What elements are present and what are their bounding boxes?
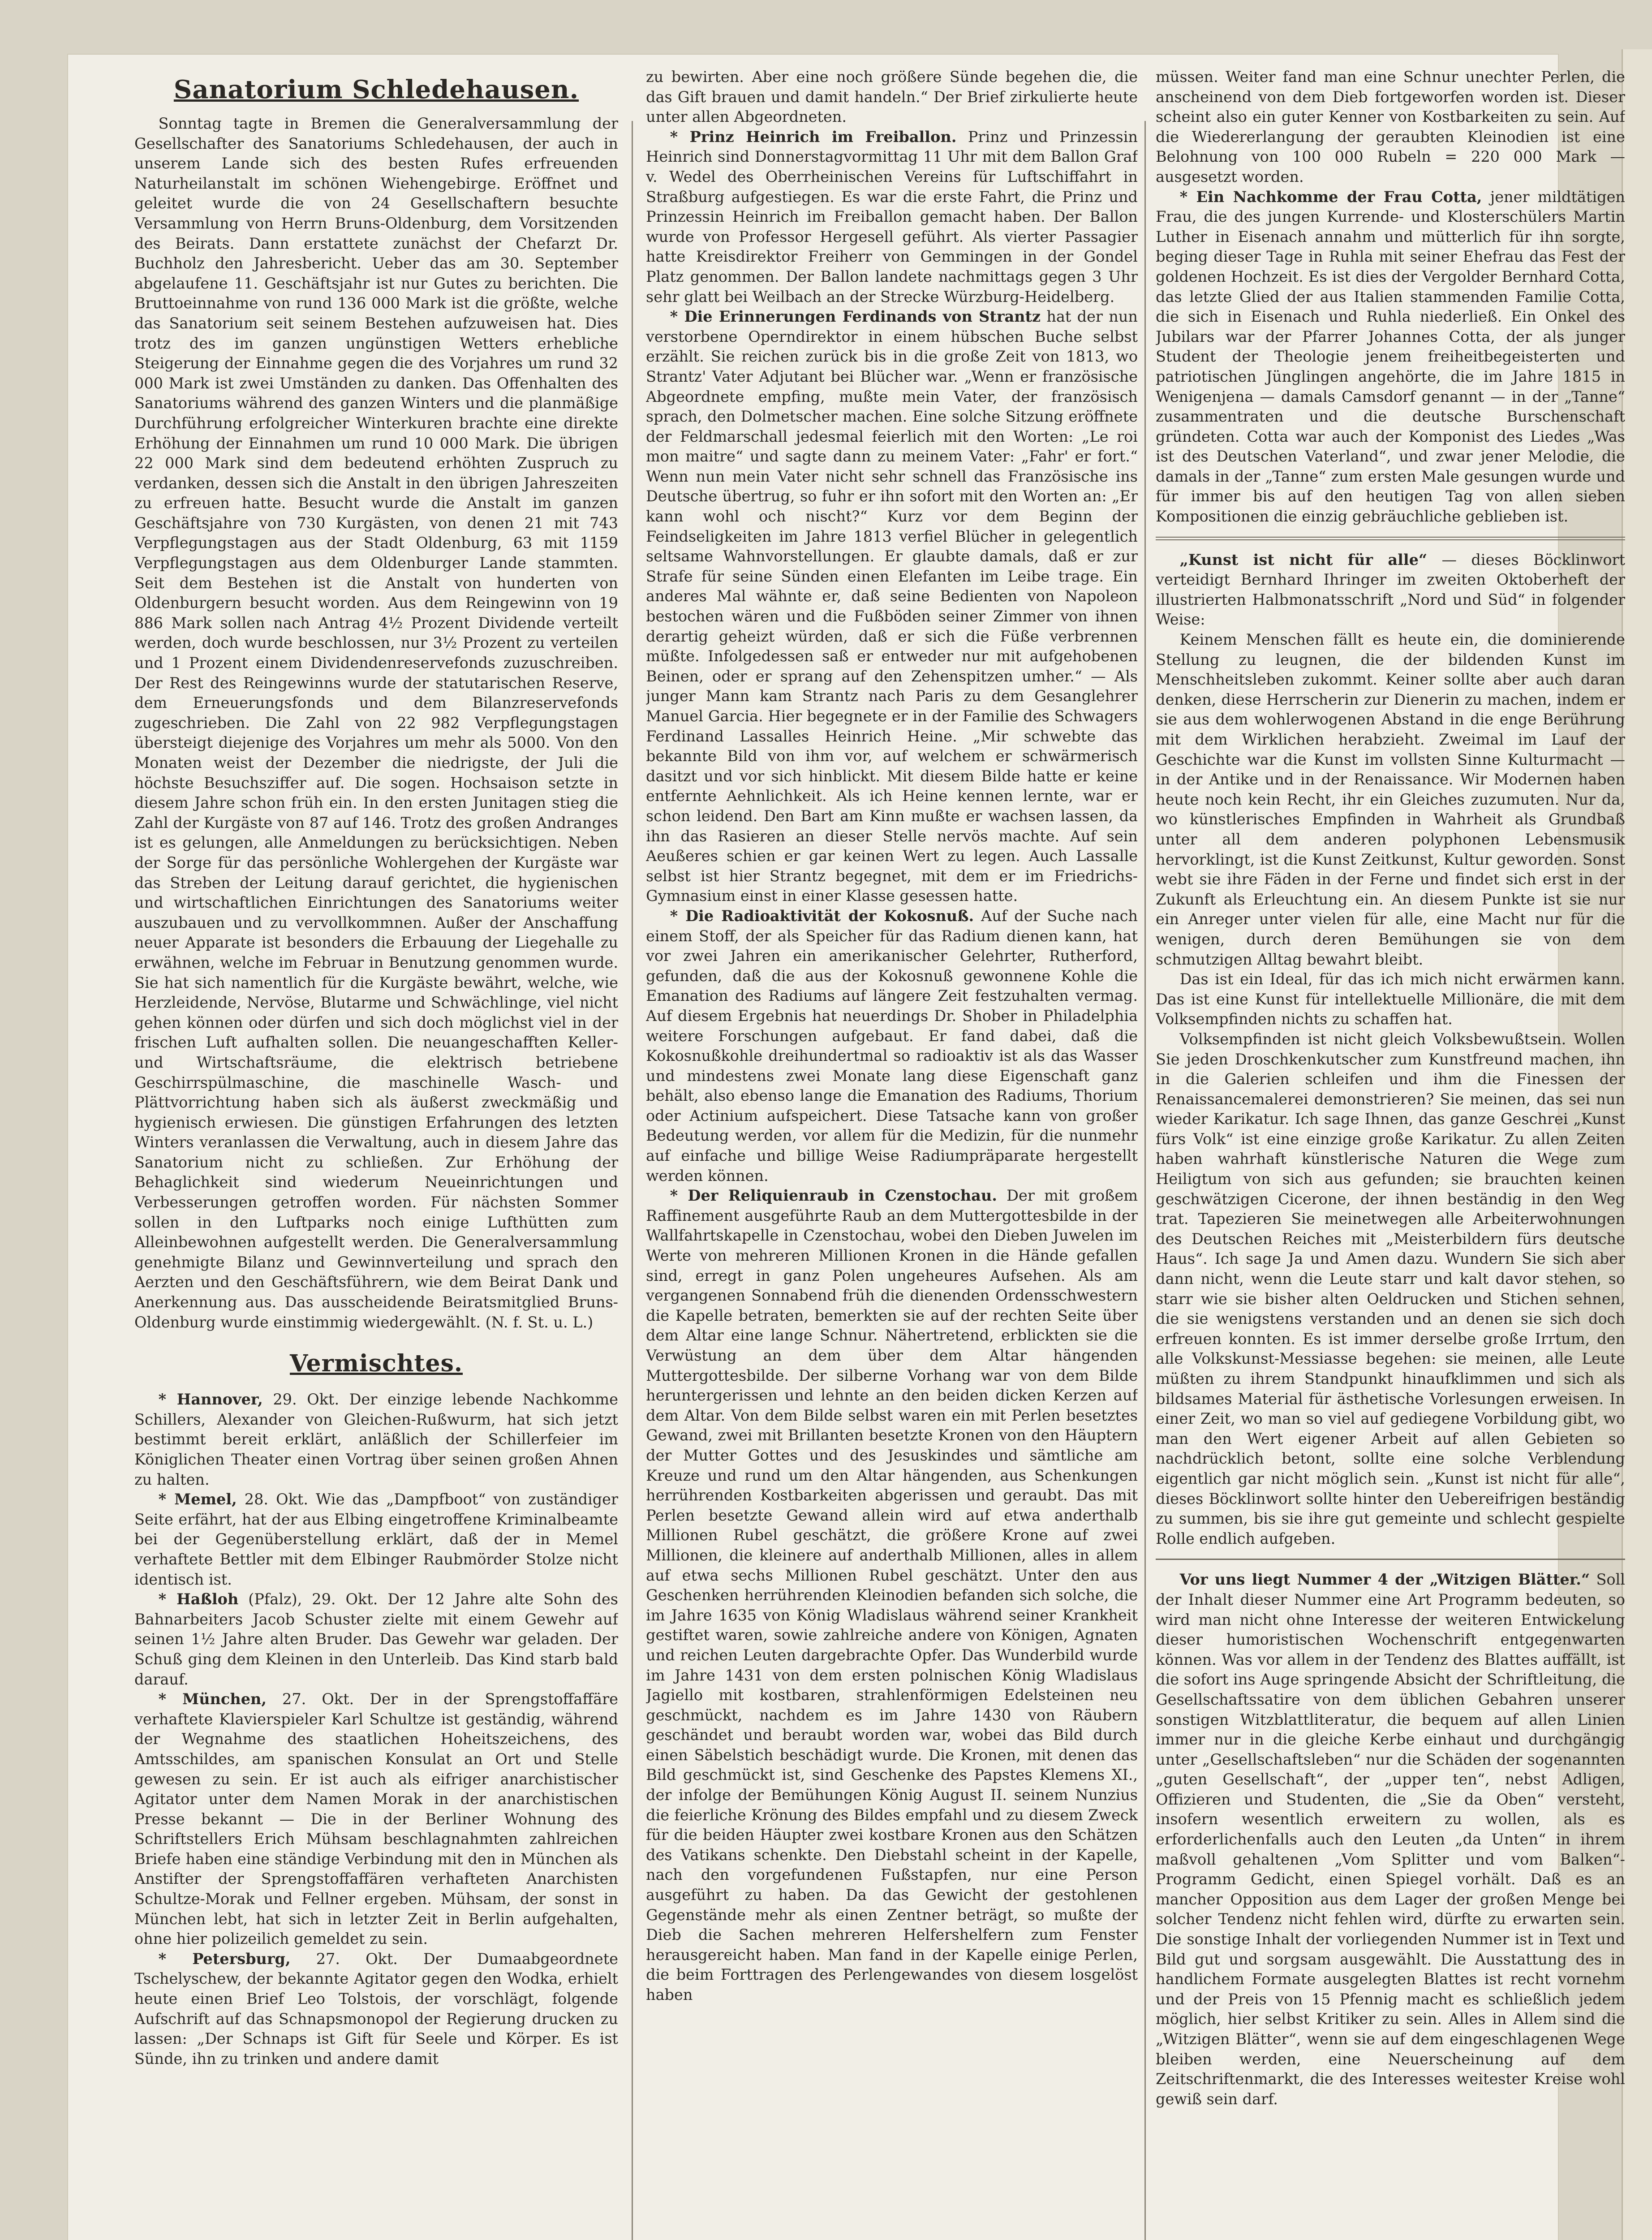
- column-2: [646, 67, 1138, 2240]
- column-rule: [632, 121, 633, 2240]
- article-continuation: zu bewirten. Aber eine noch größere Sünde begehen die, die das Gift brauen und damit handeln.“ Der Brief zirkulierte heute unter allen Abgeordneten.: [646, 68, 1138, 126]
- article-continuation: müssen. Weiter fand man eine Schnur unechter Perlen, die anscheinend von dem Dieb fortgeworfen worden ist. Dieser scheint also ein guter Kenner von Kostbarkeiten zu sein. Auf die Wiedererlangung der geraubten Kleinodien ist eine Belohnung von 100 000 Rubeln = 220 000 Mark — ausgesetzt worden.: [1156, 68, 1625, 185]
- next-page-edge: [1622, 49, 1652, 2240]
- news-headline: * Die Erinnerungen Ferdinands von Strantz: [670, 308, 1041, 326]
- article-paragraph: Sonntag tagte in Bremen die Generalversammlung der Gesellschafter des Sanatoriums Schledehausen, der auch in unserem Lande sich des besten Rufes erfreuenden Naturheilanstalt im schönen Wiehengebirge. Eröffnet und geleitet wurde die von 24 Gesellschaftern besuchte Versammlung von Herrn Bruns-Oldenburg, dem Vorsitzenden des Beirats. Dann erstattete zunächst der Chefarzt Dr. Buchholz den Jahresbericht. Ueber das am 30. September abgelaufene 11. Geschäftsjahr ist nur Gutes zu berichten. Die Bruttoeinnahme von rund 136 000 Mark ist die größte, welche das Sanatorium seit seinem Bestehen aufzuweisen hat. Dies trotz des im ganzen ungünstigen Wetters erhebliche Steigerung der Einnahme gegen die des Vorjahres um rund 32 000 Mark ist zwei Umständen zu danken. Das Offenhalten des Sanatoriums während des ganzen Winters und die planmäßige Durchführung erfolgreicher Winterkuren brachte eine direkte Erhöhung der Einnahmen um rund 10 000 Mark. Die übrigen 22 000 Mark sind dem bedeutend erhöhten Zuspruch zu verdanken, dessen sich die Anstalt in den übrigen Jahreszeiten zu erfreuen hatte. Besucht wurde die Anstalt im ganzen Geschäftsjahre von 730 Kurgästen, von denen 21 mit 743 Verpflegungstagen aus der Stadt Oldenburg, 63 mit 1159 Verpflegungstagen aus dem Oldenburger Lande stammten. Seit dem Bestehen ist die Anstalt von hunderten von Oldenburgern besucht worden. Aus dem Reingewinn von 19 886 Mark sollen nach Antrag 4½ Prozent Dividende verteilt werden, doch wurde beschlossen, nur 3½ Prozent zu verteilen und 1 Prozent einem Dividendenreservefonds zuzuschreiben. Der Rest des Reingewinns wurde der statutarischen Reserve, dem Erneuerungsfonds und dem Bilanzreservefonds zugeschrieben. Die Zahl von 22 982 Verpflegungstagen übersteigt diejenige des Vorjahres um mehr als 5000. Von den Monaten weist der Dezember die niedrigste, der Juli die höchste Besuchsziffer auf. Die sogen. Hochsaison setzte in diesem Jahre schon früh ein. In den ersten Junitagen stieg die Zahl der Kurgäste von 87 auf 146. Trotz des großen Andranges ist es gelungen, alle Anmeldungen zu berücksichtigen. Neben der Sorge für das persönliche Wohlergehen der Kurgäste war das Streben der Leitung darauf gerichtet, die hygienischen und wirtschaftlichen Einrichtungen des Sanatoriums weiter auszubauen und zu vervollkommnen. Außer der Anschaffung neuer Apparate ist besonders die Erbauung der Liegehalle zu erwähnen, welche im Februar in Benutzung genommen wurde. Sie hat sich namentlich für die Kurgäste bewährt, welche, wie Herzleidende, Nervöse, Blutarme und Schwächlinge, viel nicht gehen können oder dürfen und sich doch möglichst viel in der frischen Luft aufhalten sollen. Die neuangeschafften Keller- und Wirtschaftsräume, die elektrisch betriebene Geschirrspülmaschine, die maschinelle Wasch- und Plättvorrichtung haben sich als äußerst zweckmäßig und hygienisch erwiesen. Die günstigen Erfahrungen des letzten Winters veranlassen die Verwaltung, auch in diesem Jahre das Sanatorium nicht zu schließen. Zur Erhöhung der Behaglichkeit sind wiederum Neueinrichtungen und Verbesserungen getroffen worden. Für nächsten Sommer sollen in den Luftparks noch einige Lufthütten zum Alleinbewohnen aufgestellt werden. Die Generalversammlung genehmigte Bilanz und Gewinnverteilung und sprach den Aerzten und den Geschäftsführern, wie dem Beirat Dank und Anerkennung aus. Das ausscheidende Beiratsmitglied Bruns-Oldenburg wurde einstimmig wiedergewählt. (N. f. St. u. L.): [134, 115, 618, 1331]
- section-divider: [1156, 1559, 1625, 1560]
- news-text: hat der nun verstorbene Operndirektor in einem hübschen Buche selbst erzählt. Sie reichen zurück bis in die große Zeit von 1813, wo Strantz' Vater Adjutant bei Blücher war. „Wenn er französische Abgeordnete empfing, mußte mein Vater, der französisch sprach, den Dolmetscher machen. Eine solche Sitzung eröffnete der Feldmarschall jedesmal feierlich mit den Worten: „Le roi mon maitre“ und sagte dann zu meinem Vater: „Fahr' er fort.“ Wenn nun mein Vater nicht sehr schnell das Französische ins Deutsche übertrug, so fuhr er ihn sofort mit den Worten an: „Er kann wohl och nischt?“ Kurz vor dem Beginn der Feindseligkeiten im Jahre 1813 verfiel Blücher in gelegentlich seltsame Wahnvorstellungen. Er glaubte damals, daß er zur Strafe für seine Sünden einen Elefanten im Leibe trage. Ein anderes Mal wähnte er, daß seine Bedienten von Napoleon bestochen wären und die Fußböden seiner Zimmer von ihnen derartig geheizt würden, daß er sich die Füße verbrennen müßte. Infolgedessen saß er entweder nur mit aufgehobenen Beinen, oder er sprang auf den Zehenspitzen umher.“ — Als junger Mann kam Strantz nach Paris zu dem Gesanglehrer Manuel Garcia. Hier begegnete er in der Familie des Schwagers Ferdinand Lassalles Heinrich Heine. „Mir schwebte das bekannte Bild von ihm vor, auf welchem er schwärmerisch dasitzt und vor sich hinblickt. Mit diesem Bilde hatte er keine entfernte Aehnlichkeit. Als ich Heine kennen lernte, war er schon leidend. Den Bart am Kinn mußte er wachsen lassen, da ihn das Rasieren an dieser Stelle nervös machte. Auf sein Aeußeres schien er gar keinen Wert zu legen. Auch Lassalle selbst ist hier Strantz begegnet, mit dem er im Friedrichs-Gymnasium einst in einer Klasse gesessen hatte.: [646, 308, 1138, 905]
- news-text: 27. Okt. Der in der Sprengstoffaffäre verhaftete Klavierspieler Karl Schultze ist geständig, während der Wegnahme des staatlichen Hoheitszeichens, des Amtsschildes, am spanischen Konsulat an Ort und Stelle gewesen zu sein. Er ist auch als eifriger anarchistischer Agitator unter dem Namen Morak in der anarchistischen Presse bekannt — Die in der Berliner Wohnung des Schriftstellers Erich Mühsam beschlagnahmten zahlreichen Briefe haben eine ständige Verbindung mit den in München als Anstifter der Sprengstoffaffären verhafteten Anarchisten Schultze-Morak und Fellner ergeben. Mühsam, der sonst in München lebt, hat sich in letzter Zeit in Berlin aufgehalten, ohne hier polizeilich gemeldet zu sein.: [134, 1690, 618, 1948]
- news-item: [1156, 187, 1625, 527]
- news-headline: „Kunst ist nicht für alle“: [1179, 551, 1428, 569]
- news-text: jener mildtätigen Frau, die des jungen Kurrende- und Klosterschülers Martin Luther in Eisenach annahm und mütterlich für ihn sorgte, beging dieser Tage in Ruhla mit seiner Ehefrau das Fest der goldenen Hochzeit. Es ist dies der Vergolder Bernhard Cotta, das letzte Glied der aus Italien stammenden Familie Cotta, die sich in Eisenach und Ruhla niederließ. Ein Onkel des Jubilars war der Pfarrer Johannes Cotta, der als junger Student der Theologie jenem freiheitbegeisterten und patriotischen Jünglingen angehörte, die im Jahre 1815 in Wenigenjena — damals Camsdorf genannt — in der „Tanne“ zusammentraten und die deutsche Burschenschaft gründeten. Cotta war auch der Komponist des Liedes „Was ist des Deutschen Vaterland“, und zwar jener Melodie, die damals in der „Tanne“ zum ersten Male gesungen wurde und für immer bis auf den heutigen Tag von allen sieben Kompositionen die einzig gebräuchliche geblieben ist.: [1156, 188, 1625, 526]
- article-title-sanatorium: Sanatorium Schledehausen.: [173, 75, 579, 104]
- news-item: [134, 1590, 618, 1689]
- news-headline: * Ein Nachkomme der Frau Cotta,: [1179, 188, 1482, 206]
- news-item: [646, 1186, 1138, 2005]
- news-text: Prinz und Prinzessin Heinrich sind Donnerstagvormittag 11 Uhr mit dem Ballon Graf v. Wedel des Oberrheinischen Vereins für Luftschiffahrt in Straßburg aufgestiegen. Es war die erste Fahrt, die Prinz und Prinzessin Heinrich im Freiballon gemacht haben. Der Ballon wurde von Professor Hergesell geführt. Als vierter Passagier hatte Kreisdirektor Freiherr von Gemmingen in der Gondel Platz genommen. Der Ballon landete nachmittags gegen 3 Uhr sehr glatt bei Weilbach an der Strecke Würzburg-Heidelberg.: [646, 128, 1138, 306]
- news-headline: * Prinz Heinrich im Freiballon.: [670, 128, 957, 146]
- section-divider: [1156, 537, 1625, 540]
- news-dateline: * München,: [158, 1690, 267, 1708]
- news-text: (Pfalz), 29. Okt. Der 12 Jahre alte Sohn des Bahnarbeiters Jacob Schuster zielte mit einem Gewehr auf seinen 1½ Jahre alten Bruder. Das Gewehr war geladen. Der Schuß ging dem Kleinen in den Unterleib. Das Kind starb bald darauf.: [134, 1590, 618, 1688]
- article-paragraph: Keinem Menschen fällt es heute ein, die dominierende Stellung zu leugnen, die der bildenden Kunst im Menschheitsleben zukommt. Keiner sollte aber auch daran denken, diese Herrscherin zur Dienerin zu machen, indem er sie aus dem wohlerwogenen Abstand in die enge Berührung mit dem Wirklichen herabzieht. Zweimal im Lauf der Geschichte war die Kunst im vollsten Sinne Kulturmacht — in der Antike und in der Renaissance. Wir Modernen haben heute noch kein Recht, ihr ein Gleiches zuzumuten. Nur da, wo künstlerisches Empfinden in Wahrheit als Grundbaß unter all dem anderen polyphonen Lebensmusik hervorklingt, ist die Kunst Zeitkunst, Kultur geworden. Sonst webt sie ihre Fäden in der Ferne und findet sich erst in der Zukunft als Erleuchtung ein. An diesem Punkte ist sie nur ein Anreger unter vielen für alle, eine Macht nur für die wenigen, durch deren Bemühungen sie von dem schmutzigen Alltag bewahrt bleibt.: [1156, 631, 1625, 968]
- news-text: 29. Okt. Der einzige lebende Nachkomme Schillers, Alexander von Gleichen-Rußwurm, hat sich jetzt bestimmt bereit erklärt, anläßlich der Schillerfeier im Königlichen Theater einen Vortrag über seinen großen Ahnen zu halten.: [134, 1391, 618, 1488]
- news-text: Der mit großem Raffinement ausgeführte Raub an dem Muttergottesbilde in der Wallfahrtskapelle in Czenstochau, wobei den Dieben Juwelen im Werte von mehreren Millionen Kronen in die Hände gefallen sind, erregt in ganz Polen ungeheures Aufsehen. Als am vergangenen Sonnabend früh die dienenden Ordensschwestern die Kapelle betraten, bemerkten sie auf der rechten Seite über dem Altar eine lange Schnur. Nähertretend, erblickten sie die Verwüstung an dem über dem Altar hängenden Muttergottesbilde. Der silberne Vorhang war von dem Bilde heruntergerissen und lehnte an den beiden dicken Kerzen auf dem Altar. Von dem Bilde selbst waren ein mit Perlen besetztes Gewand, zwei mit Brillanten besetzte Kronen von den Häuptern der Mutter Gottes und des Jesuskindes und sämtliche am Kreuze und rund um den Altar hängenden, aus Schenkungen herrührenden Kostbarkeiten abgerissen und geraubt. Das mit Perlen besetzte Gewand allein wird auf etwa anderthalb Millionen Rubel geschätzt, die größere Krone auf zwei Millionen, die kleinere auf anderthalb Millionen, alles in allem auf etwa sechs Millionen Rubel geschätzt. Unter den aus Geschenken herrührenden Kleinodien befanden sich solche, die im Jahre 1635 von König Wladislaus während seiner Krankheit gestiftet waren, sowie zahlreiche andere von Königen, Agnaten und reichen Leuten dargebrachte Opfer. Das Wunderbild wurde im Jahre 1431 von dem ersten polnischen König Wladislaus Jagiello mit kostbaren, strahlenförmigen Edelsteinen neu geschmückt, nachdem es im Jahre 1430 von Räubern geschändet und beraubt worden war, wobei das Bild durch einen Säbelstich beschädigt wurde. Die Kronen, mit denen das Bild geschmückt ist, sind Geschenke des Papstes Klemens XI., der infolge der Bemühungen König August II. seinem Nunzius die feierliche Krönung des Bildes empfahl und zu diesem Zweck für die beiden Häupter zwei kostbare Kronen aus den Schätzen des Vatikans schenkte. Den Diebstahl scheint in der Kapelle, nach den vorgefundenen Fußstapfen, nur eine Person ausgeführt zu haben. Da das Gewicht der gestohlenen Gegenstände mehr als einen Zentner beträgt, so mußte der Dieb die Sachen mehreren Helfershelfern zum Fenster herausgereicht haben. Man fand in der Kapelle einige Perlen, die beim Forttragen des Perlengewandes von diesem losgelöst haben: [646, 1187, 1138, 2003]
- news-text: Soll der Inhalt dieser Nummer eine Art Programm bedeuten, so wird man nicht ohne Interesse der weiteren Entwickelung dieser humoristischen Wochenschrift entgegenwarten können. Was vor allem in der Tendenz des Blattes auffällt, ist die sofort ins Auge springende Absicht der Schriftleitung, die Gesellschaftssatire von dem üblichen Gebahren unserer sonstigen Witzblattliteratur, die bequem auf allen Linien immer nur in die gleiche Kerbe einhaut und durchgängig unter „Gesellschaftsleben“ nur die Schäden der sogenannten „guten Gesellschaft“, der „upper ten“, nebst Adligen, Offizieren und Studenten, die „Sie da Oben“ versteht, insofern wesentlich erweitern zu wollen, als es erforderlichenfalls auch den Leuten „da Unten“ in ihrem maßvoll gehaltenen „Vom Splitter und vom Balken“-Programm Gedicht, einen Spiegel vorhält. Daß es an mancher Opposition aus dem Lager der großen Menge bei solcher Tendenz nicht fehlen wird, dürfte zu erwarten sein. Die sonstige Inhalt der vorliegenden Nummer ist in Text und Bild gut und sorgsam ausgewählt. Die Ausstattung des in handlichem Formate ausgelegten Blattes ist recht vornehm und der Preis von 15 Pfennig macht es schließlich jedem möglich, hier selbst Kritiker zu sein. Alles in Allem sind die „Witzigen Blätter“, wenn sie auf dem eingeschlagenen Wege bleiben werden, eine Neuerscheinung auf dem Zeitschriftenmarkt, die des Interesses weitester Kreise wohl gewiß sein darf.: [1156, 1571, 1625, 2108]
- news-dateline: * Petersburg,: [158, 1950, 291, 1968]
- news-item: [646, 307, 1138, 906]
- news-headline: * Der Reliquienraub in Czenstochau.: [670, 1187, 997, 1205]
- news-item: [1156, 1570, 1625, 2109]
- section-title-vermischtes: Vermischtes.: [289, 1350, 463, 1378]
- news-text: — dieses Böcklinwort verteidigt Bernhard Ihringer im zweiten Oktoberheft der illustrierten Halbmonatsschrift „Nord und Süd“ in folgender Weise:: [1156, 551, 1625, 629]
- news-item: [1156, 550, 1625, 630]
- news-item: [134, 1490, 618, 1590]
- news-text: Auf der Suche nach einem Stoff, der als Speicher für das Radium dienen kann, hat vor zwei Jahren ein amerikanischer Gelehrter, Rutherford, gefunden, daß die aus der Kokosnuß gewonnene Kohle die Emanation des Radiums auf längere Zeit festzuhalten vermag. Auf diesem Ergebnis hat neuerdings Dr. Shober in Philadelphia weitere Forschungen aufgebaut. Er fand dabei, daß die Kokosnußkohle dreihundertmal so radioaktiv ist als das Wasser und mindestens zwei Monate lang diese Eigenschaft ganz behält, also ebenso lange die Emanation des Radiums, Thorium oder Actinium aufspeichert. Diese Tatsache kann von großer Bedeutung werden, vor allem für die Medizin, für die nunmehr auf einfache und billige Weise Radiumpräparate hergestellt werden können.: [646, 907, 1138, 1185]
- news-item: [646, 127, 1138, 307]
- news-dateline: * Memel,: [158, 1490, 237, 1508]
- news-item: [134, 1949, 618, 2069]
- news-dateline: * Haßloh: [158, 1590, 239, 1608]
- news-text: 28. Okt. Wie das „Dampfboot“ von zuständiger Seite erfährt, hat der aus Elbing eingetroffene Kriminalbeamte bei der Gegenüberstellung erklärt, daß der in Memel verhaftete Bettler mit dem Elbinger Raubmörder Stolze nicht identisch ist.: [134, 1490, 618, 1588]
- column-1: [134, 67, 618, 2240]
- news-item: [134, 1390, 618, 1490]
- news-item: [134, 1689, 618, 1949]
- news-item: [646, 906, 1138, 1186]
- column-3: [1156, 67, 1625, 2240]
- column-rule: [1144, 121, 1146, 2240]
- article-paragraph: Volksempfinden ist nicht gleich Volksbewußtsein. Wollen Sie jeden Droschkenkutscher zum Kunstfreund machen, ihn in die Galerien schleifen und ihm die Finessen der Renaissancemalerei demonstrieren? Sie meinen, das sei nun wieder Karikatur. Ich sage Ihnen, das ganze Geschrei „Kunst fürs Volk“ ist eine einzige große Karikatur. Zu allen Zeiten haben wahrhaft künstlerische Naturen die Wege zum Heiligtum von sich aus gefunden; sie brauchten keinen geschwätzigen Cicerone, der ihnen beständig in den Weg trat. Tapezieren Sie meinetwegen alle Arbeiterwohnungen des Deutschen Reiches mit „Meisterbildern fürs deutsche Haus“. Ich sage Ja und Amen dazu. Wundern Sie sich aber dann nicht, wenn die Leute starr und kalt davor stehen, so starr wie sie bisher alten Oeldrucken und Stichen sehnen, die sie wenigstens verstanden und an denen sie sich doch erfreuen konnten. Es ist immer derselbe große Irrtum, den alle Volkskunst-Messiasse begehen: sie meinen, alle Leute müßten zu ihrem Standpunkt hinaufklimmen und sich als bildsames Material für ästhetische Vorlesungen erweisen. In einer Zeit, wo man so viel auf gediegene Vorbildung gibt, wo man den Wert eigener Arbeit auf allen Gebieten so nachdrücklich betont, sollte eine solche Verblendung eigentlich gar nicht möglich sein. „Kunst ist nicht für alle“, dieses Böcklinwort sollte hinter den Uebereifrigen beständig zu summen, bis sie ihre gut gemeinte und schlecht gespielte Rolle endlich aufgeben.: [1156, 1030, 1625, 1547]
- article-paragraph: Das ist ein Ideal, für das ich mich nicht erwärmen kann. Das ist eine Kunst für intellektuelle Millionäre, die mit dem Volksempfinden nichts zu schaffen hat.: [1156, 970, 1625, 1028]
- news-headline: * Die Radioaktivität der Kokosnuß.: [670, 907, 974, 925]
- news-headline: Vor uns liegt Nummer 4 der „Witzigen Blätter.“: [1179, 1571, 1590, 1589]
- news-dateline: * Hannover,: [158, 1391, 263, 1409]
- news-text: 27. Okt. Der Dumaabgeordnete Tschelyschew, der bekannte Agitator gegen den Wodka, erhielt heute einen Brief Leo Tolstois, der vorschlägt, folgende Aufschrift auf das Schnapsmonopol der Regierung drucken zu lassen: „Der Schnaps ist Gift für Seele und Körper. Es ist Sünde, ihn zu trinken und andere damit: [134, 1950, 618, 2068]
